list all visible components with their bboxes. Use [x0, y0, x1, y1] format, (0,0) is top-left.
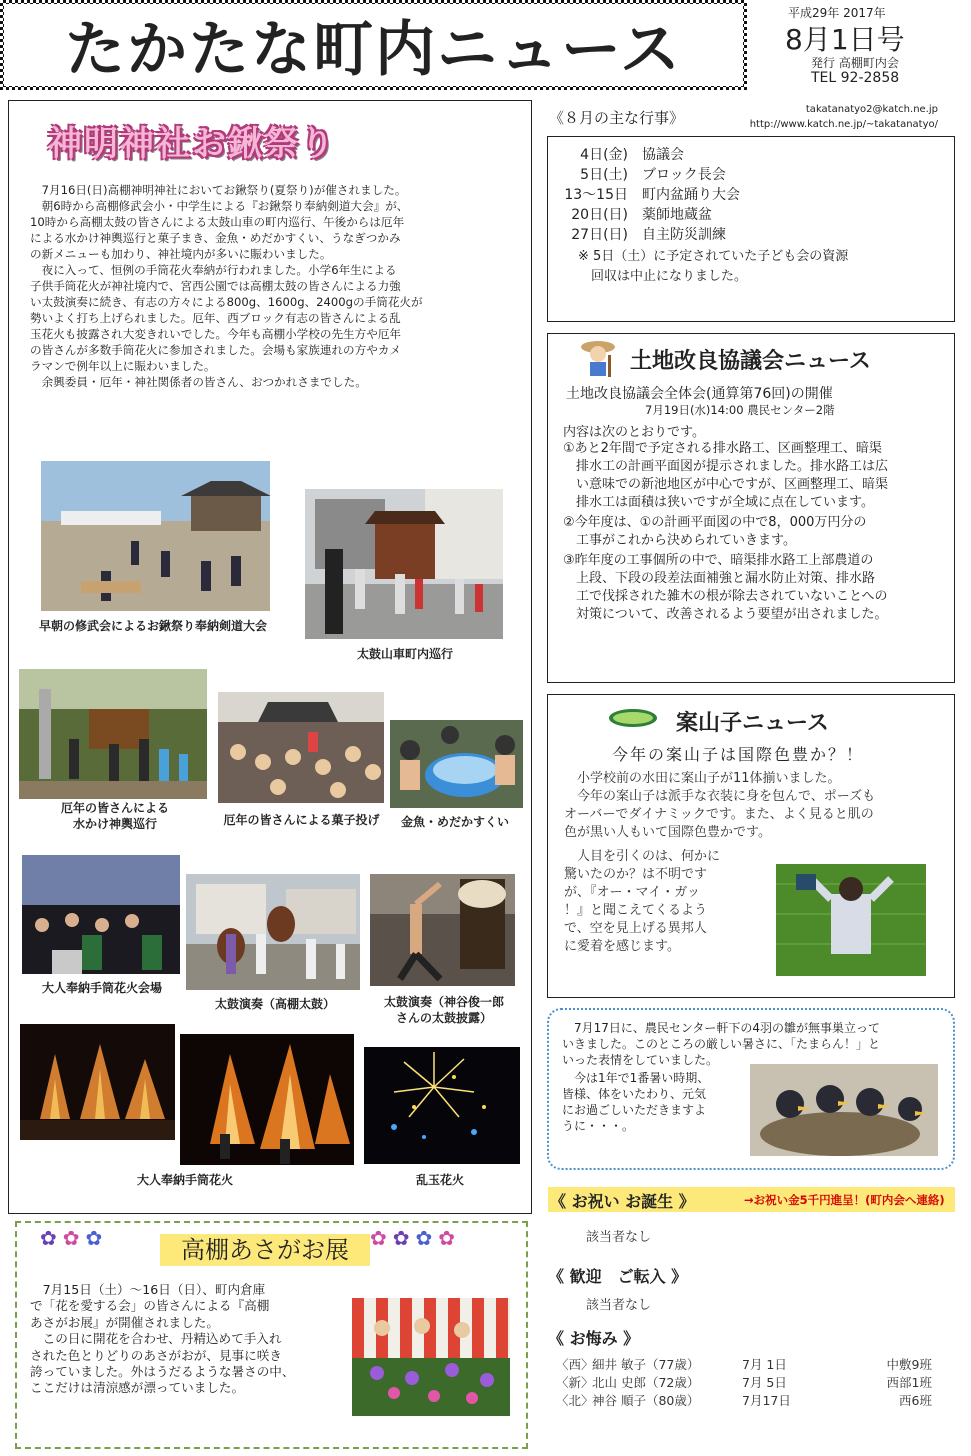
celebration-gift: →お祝い金5千円進呈！(町内会へ連絡): [744, 1193, 945, 1207]
caption-kingyo: 金魚・めだかすくい: [400, 815, 509, 829]
event-name: 町内盆踊り大会: [642, 187, 740, 203]
land-point: ②今年度は、①の計画平面図の中で8，000万円分の 工事がこれから決められていきます。: [563, 515, 867, 548]
photo-kashi: [218, 692, 384, 803]
morning-glory-icon-row-right: ✿✿✿✿: [370, 1226, 462, 1250]
festival-title: 神明神社お鍬祭り: [48, 124, 336, 164]
contact-url[interactable]: http://www.katch.ne.jp/~takatanatyo/: [749, 119, 938, 130]
photo-venue: [22, 855, 180, 974]
event-date: 20日(日): [571, 207, 628, 223]
welcome-heading: 《 歓迎 ご転入 》: [548, 1267, 688, 1286]
events-note: ※ 5日（土）に予定されていた子ども会の資源 回収は中止になりました。: [578, 249, 849, 284]
scarecrow-subtitle: 今年の案山子は国際色豊か？！: [612, 745, 865, 764]
condolence-list: [556, 1356, 936, 1410]
land-title: 土地改良協議会ニュース: [630, 349, 871, 374]
photo-fireworks-3: [364, 1047, 520, 1164]
photo-dashi: [305, 489, 503, 639]
photo-swallows: [750, 1064, 938, 1156]
photo-kendo: [41, 461, 270, 611]
asagao-title: 高棚あさがお展: [160, 1234, 370, 1266]
rice-field-icon: [608, 708, 658, 728]
caption-taiko2: 太鼓演奏（神谷俊一郎 さんの太鼓披露）: [383, 995, 504, 1025]
celebration-body: 該当者なし: [586, 1230, 652, 1245]
celebration-heading: 《 お祝い お誕生 》: [550, 1192, 695, 1211]
scarecrow-title: 案山子ニュース: [676, 711, 829, 736]
scarecrow-body-2: 人目を引くのは、何かに 驚いたのか？は不明です が、『オー・マイ・ガッ ！』と聞こえてくるよう で、空を見上げる異邦人 に愛着を感じます。: [564, 849, 721, 954]
morning-glory-icon-row: ✿✿✿: [40, 1226, 109, 1250]
condolence-row: [556, 1356, 936, 1374]
condolence-block: 〈西〉: [556, 1357, 594, 1372]
farmer-icon: [578, 337, 618, 379]
land-points: [563, 440, 948, 626]
event-date: 13～15日: [564, 187, 628, 203]
caption-tezutsu: 大人奉納手筒花火: [136, 1173, 233, 1187]
event-row: [548, 145, 954, 165]
photo-kingyo: [390, 720, 523, 808]
caption-dashi: 太鼓山車町内巡行: [356, 647, 453, 661]
land-when: 7月19日(水)14:00 農民センター2階: [645, 403, 835, 417]
event-row: [548, 205, 954, 225]
event-row: [548, 165, 954, 185]
condolence-date: 7月 1日: [742, 1357, 787, 1372]
photo-mikoshi: [19, 669, 207, 799]
issue-year: 平成29年 2017年: [788, 6, 886, 20]
caption-taiko1: 太鼓演奏（高棚太鼓）: [214, 997, 335, 1011]
events-heading: 《８月の主な行事》: [549, 109, 685, 127]
condolence-row: [556, 1374, 936, 1392]
photo-fireworks-1: [20, 1024, 175, 1140]
photo-scarecrow: [776, 864, 926, 976]
condolence-name: 神谷 順子（80歳）: [592, 1393, 700, 1408]
condolence-date: 7月 5日: [742, 1375, 787, 1390]
condolence-han: 中敷9班: [886, 1357, 932, 1372]
photo-fireworks-2: [180, 1034, 354, 1165]
event-row: [548, 225, 954, 245]
event-date: 4日(金): [580, 147, 628, 163]
condolence-name: 北山 史郎（72歳）: [592, 1375, 700, 1390]
photo-asagao: [352, 1298, 510, 1416]
masthead-banner: [0, 0, 747, 90]
condolence-row: [556, 1392, 936, 1410]
event-name: 協議会: [642, 147, 684, 163]
caption-rangyoku: 乱玉花火: [415, 1173, 464, 1187]
land-point: ③昨年度の工事個所の中で、暗渠排水路工上部農道の 上段、下段の段差法面補強と漏水防止対策、排水路 工で伐採された雑木の根が除去されていないことへの 対策について、改善されるよう要望が出されました。: [563, 553, 888, 622]
newsletter-title: たかたな町内ニュース: [65, 15, 682, 85]
issue-publisher: 発行 高棚町内会: [811, 56, 899, 70]
event-date: 27日(日): [571, 227, 628, 243]
issue-tel: TEL 92-2858: [811, 70, 900, 86]
welcome-body: 該当者なし: [586, 1298, 652, 1313]
land-meeting: 土地改良協議会全体会(通算第76回)の開催: [566, 386, 833, 402]
condolence-block: 〈北〉: [556, 1393, 594, 1408]
land-point: ①あと2年間で予定される排水路工、区画整理工、暗渠 排水工の計画平面図が提示されました。排水路工は広 い意味での新池地区が中心ですが、区画整理工、暗渠 排水工は面積は狭いですが全域に点在しています。: [563, 441, 889, 510]
condolence-block: 〈新〉: [556, 1375, 594, 1390]
caption-mikoshi: 厄年の皆さんによる 水かけ神輿巡行: [60, 801, 169, 831]
photo-taiko1: [186, 874, 360, 990]
condolence-date: 7月17日: [742, 1393, 791, 1408]
swallow-body-2: 今は1年で1番暑い時期、 皆様、体をいたわり、元気 にお過ごしいただきますよ うに・・・。: [562, 1071, 710, 1133]
caption-venue: 大人奉納手筒花火会場: [41, 981, 162, 995]
caption-kendo: 早朝の修武会によるお鍬祭り奉納剣道大会: [38, 619, 267, 633]
condolence-han: 西部1班: [886, 1375, 932, 1390]
event-name: 自主防災訓練: [642, 227, 726, 243]
issue-date: 8月1日号: [785, 23, 905, 56]
events-box: [547, 136, 955, 322]
caption-kashi: 厄年の皆さんによる菓子投げ: [223, 813, 380, 827]
condolence-name: 細井 敏子（77歳）: [592, 1357, 700, 1372]
asagao-body: 7月15日（土）～16日（日）、町内倉庫 で「花を愛する会」の皆さんによる『高棚 あさがお展』が開催されました。 この日に開花を合わせ、丹精込めて手入れ された色とりどりのあさがおが、見事に咲き 誇っていました。外はうだるような暑さの中、 ここだけは清涼感が漂っていました。: [30, 1282, 295, 1396]
contact-email[interactable]: takatanatyo2@katch.ne.jp: [805, 104, 938, 115]
event-date: 5日(土): [580, 167, 628, 183]
swallow-body-1: 7月17日に、農民センター軒下の4羽の雛が無事巣立って いきました。このところの厳しい暑さに、「たまらん！」と いった表情をしていました。: [562, 1021, 881, 1067]
events-list: [548, 137, 954, 245]
condolence-han: 西6班: [899, 1393, 932, 1408]
condolence-heading: 《 お悔み 》: [548, 1329, 640, 1348]
scarecrow-body-1: 小学校前の水田に案山子が11体揃いました。 今年の案山子は派手な衣装に身を包んで、ポーズも オーバーでダイナミックです。また、よく見ると肌の 色が黒い人もいて国際色豊かです。: [564, 771, 876, 840]
event-name: 薬師地蔵盆: [642, 207, 712, 223]
event-row: [548, 185, 954, 205]
event-name: ブロック長会: [642, 167, 726, 183]
land-intro: 内容は次のとおりです。: [563, 425, 705, 440]
festival-body: 7月16日(日)高棚神明神社においてお鍬祭り(夏祭り)が催されました。 朝6時から高棚修武会小・中学生による『お鍬祭り奉納剣道大会』が、 10時から高棚太鼓の皆さんによる太鼓山車の町内巡行、午後からは厄年 による水かけ神輿巡行と菓子まき、金魚・めだかすくい、うなぎつかみ の新メニューも加わり、神社境内が多いに賑わいました。 夜に入って、恒例の手筒花火奉納が行われました。小学6年生による 子供手筒花火が神社境内で、宮西公園では高棚太鼓の皆さんによる力強 い太鼓演奏に続き、有志の方々による800g、1600g、2400gの手筒花火が 勢いよく打ち上げられました。厄年、西ブロック有志の皆さんによる乱 玉花火も披露され大変きれいでした。今年も高棚小学校の先生方や厄年 の皆さんが多数手筒花火に参加されました。会場も家族連れの方やカメ ラマンで例年以上に賑わいました。 余興委員・厄年・神社関係者の皆さん、おつかれさまでした。: [30, 183, 423, 389]
photo-taiko2: [370, 874, 515, 986]
